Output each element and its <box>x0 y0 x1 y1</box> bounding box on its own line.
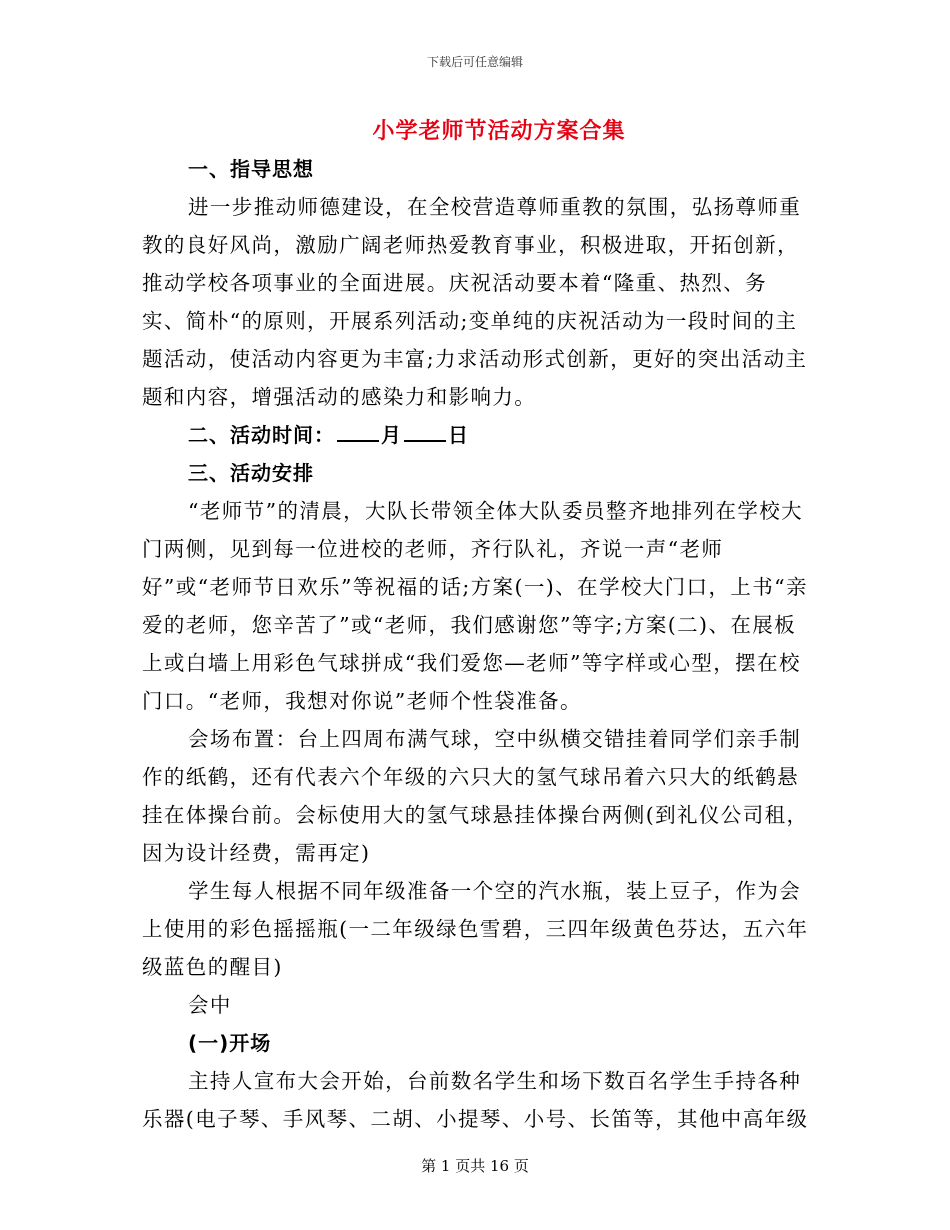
section-heading-activity-time <box>142 416 810 454</box>
month-label: 月 <box>381 423 402 447</box>
paragraph-venue-setup: 会场布置：台上四周布满气球，空中纵横交错挂着同学们亲手制作的纸鹤，还有代表六个年级的六只大的氢气球吊着六只大的纸鹤悬挂在体操台前。会标使用大的氢气球悬挂体操台两侧(到礼仪公司租，因为设计经费，需再定) <box>142 727 809 865</box>
sub-heading-opening: (一)开场 <box>188 1031 272 1055</box>
paragraph-opening: 主持人宣布大会开始，台前数名学生和场下数百名学生手持各种乐器(电子琴、手风琴、二胡、小提琴、小号、长笛等，其他中高年级 <box>142 1069 809 1131</box>
page-footer: 第 1 页共 16 页 <box>421 1157 529 1175</box>
section-heading-activity-arrangement: 三、活动安排 <box>188 461 314 485</box>
paragraph-shaker-bottles: 学生每人根据不同年级准备一个空的汽水瓶，装上豆子，作为会上使用的彩色摇摇瓶(一二年级绿色雪碧，三四年级黄色芬达，五六年级蓝色的醒目) <box>142 879 809 979</box>
activity-time-label: 二、活动时间： <box>188 423 335 447</box>
paragraph-during-meeting: 会中 <box>188 993 232 1017</box>
paragraph-morning-greeting: “老师节”的清晨，大队长带领全体大队委员整齐地排列在学校大门两侧，见到每一位进校的老师，齐行队礼，齐说一声“老师好”或“老师节日欢乐”等祝福的话;方案(一)、在学校大门口，上书“亲爱的老师，您辛苦了”或“老师，我们感谢您”等字;方案(二)、在展板上或白墙上用彩色气球拼成“我们爱您—老师”等字样或心型，摆在校门口。“老师，我想对你说”老师个性袋准备。 <box>142 499 808 713</box>
paragraph-guiding-ideology: 进一步推动师德建设，在全校营造尊师重教的氛围，弘扬尊师重教的良好风尚，激励广阔老师热爱教育事业，积极进取，开拓创新，推动学校各项事业的全面进展。庆祝活动要本着“隆重、热烈、务实、简朴“的原则，开展系列活动;变单纯的庆祝活动为一段时间的主题活动，使活动内容更为丰富;力求活动形式创新，更好的突出活动主题和内容，增强活动的感染力和影响力。 <box>142 195 808 409</box>
document-body <box>142 150 810 1138</box>
document-title: 小学老师节活动方案合集 <box>372 118 626 144</box>
month-blank <box>337 418 379 442</box>
section-heading-guiding-ideology: 一、指导思想 <box>188 157 314 181</box>
day-label: 日 <box>448 423 469 447</box>
header-note: 下载后可任意编辑 <box>426 55 523 69</box>
day-blank <box>404 418 446 442</box>
